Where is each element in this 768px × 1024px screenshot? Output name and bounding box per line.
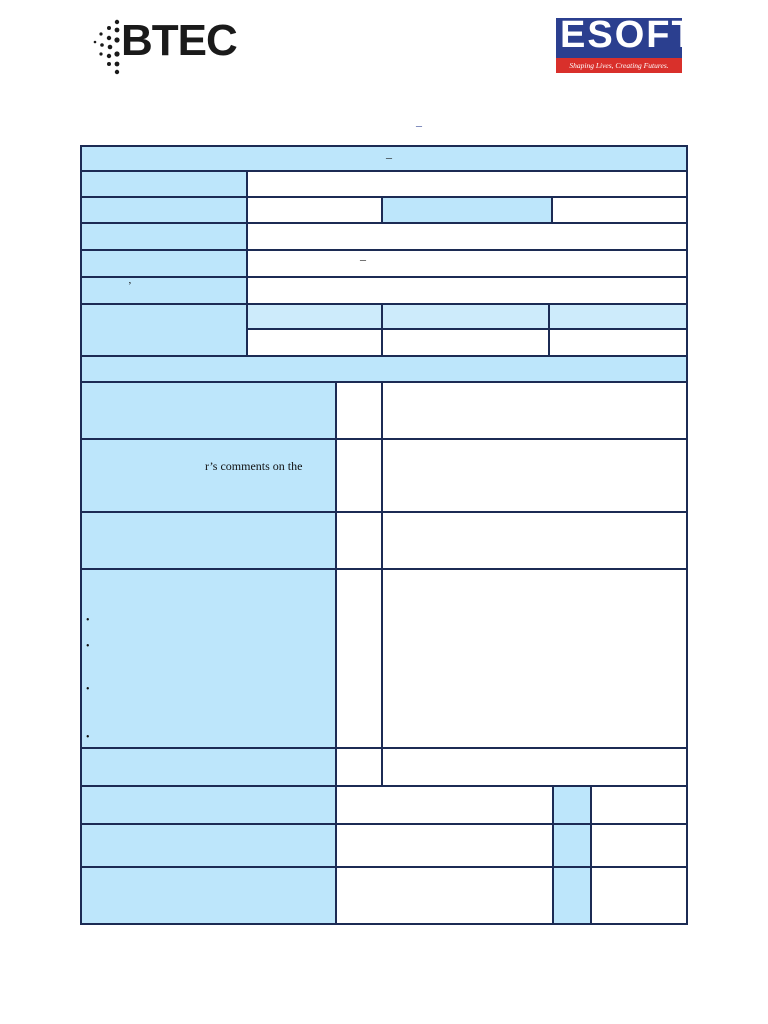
unit-value-fragment: – (360, 252, 366, 266)
esoft-tagline: Shaping Lives, Creating Futures. (556, 58, 682, 73)
section-banner (81, 356, 687, 382)
subheader-cell-b (382, 304, 549, 329)
row-rule (80, 276, 688, 278)
table-border (80, 145, 82, 925)
subheader-cell-c (549, 304, 687, 329)
col-rule (548, 304, 550, 356)
row-rule (80, 866, 688, 868)
row-rule (80, 222, 688, 224)
esoft-logo (556, 14, 697, 74)
col-rule (551, 197, 553, 223)
question-cell-4 (81, 569, 336, 748)
date-label-3 (553, 867, 591, 924)
row-rule (80, 355, 688, 357)
bullet-icon: • (86, 684, 90, 695)
row-rule (80, 196, 688, 198)
btec-logo-text: BTEC (121, 16, 237, 65)
row-rule (246, 328, 688, 330)
label-cell-3 (81, 223, 247, 250)
form-banner (81, 146, 687, 171)
col-rule (246, 171, 248, 356)
table-border (80, 923, 688, 925)
signature-label-2 (81, 824, 336, 867)
col-rule (381, 197, 383, 223)
signature-label-3 (81, 867, 336, 924)
bullet-icon: • (86, 615, 90, 626)
bullet-icon: • (86, 641, 90, 652)
row-rule (80, 823, 688, 825)
row-rule (80, 249, 688, 251)
question-cell-1 (81, 382, 336, 439)
date-label-1 (553, 786, 591, 824)
esoft-logo-banner (556, 14, 697, 58)
bullet-icon: • (86, 732, 90, 743)
row-rule (80, 511, 688, 513)
subheader-cell-a (247, 304, 382, 329)
label-cell-4 (81, 250, 247, 277)
table-border (80, 145, 688, 147)
signature-label-1 (81, 786, 336, 824)
question-cell-3 (81, 512, 336, 569)
table-border (686, 145, 688, 925)
label-cell-5-text: ’ (128, 280, 132, 292)
col-rule (552, 786, 554, 924)
label-cell-6 (81, 304, 247, 356)
row-rule (80, 438, 688, 440)
question-cell-2 (81, 439, 336, 512)
label-cell-2 (81, 197, 247, 223)
col-rule (381, 382, 383, 786)
row-rule (80, 568, 688, 570)
row-rule (80, 303, 688, 305)
esoft-logo-text: ESOFT (560, 14, 697, 56)
question-cell-2-text: r’s comments on the (205, 459, 303, 473)
mid-label-cell-2 (382, 197, 552, 223)
form-banner-text: – (386, 150, 392, 164)
row-rule (80, 785, 688, 787)
label-cell-5 (81, 277, 247, 304)
btec-logo (93, 18, 253, 74)
row-rule (80, 747, 688, 749)
col-rule (335, 382, 337, 924)
col-rule (590, 786, 592, 924)
label-cell-1 (81, 171, 247, 197)
date-label-2 (553, 824, 591, 867)
row-rule (80, 170, 688, 172)
page-title-fragment: – (416, 118, 422, 132)
col-rule (381, 304, 383, 356)
question-cell-5 (81, 748, 336, 786)
row-rule (80, 381, 688, 383)
